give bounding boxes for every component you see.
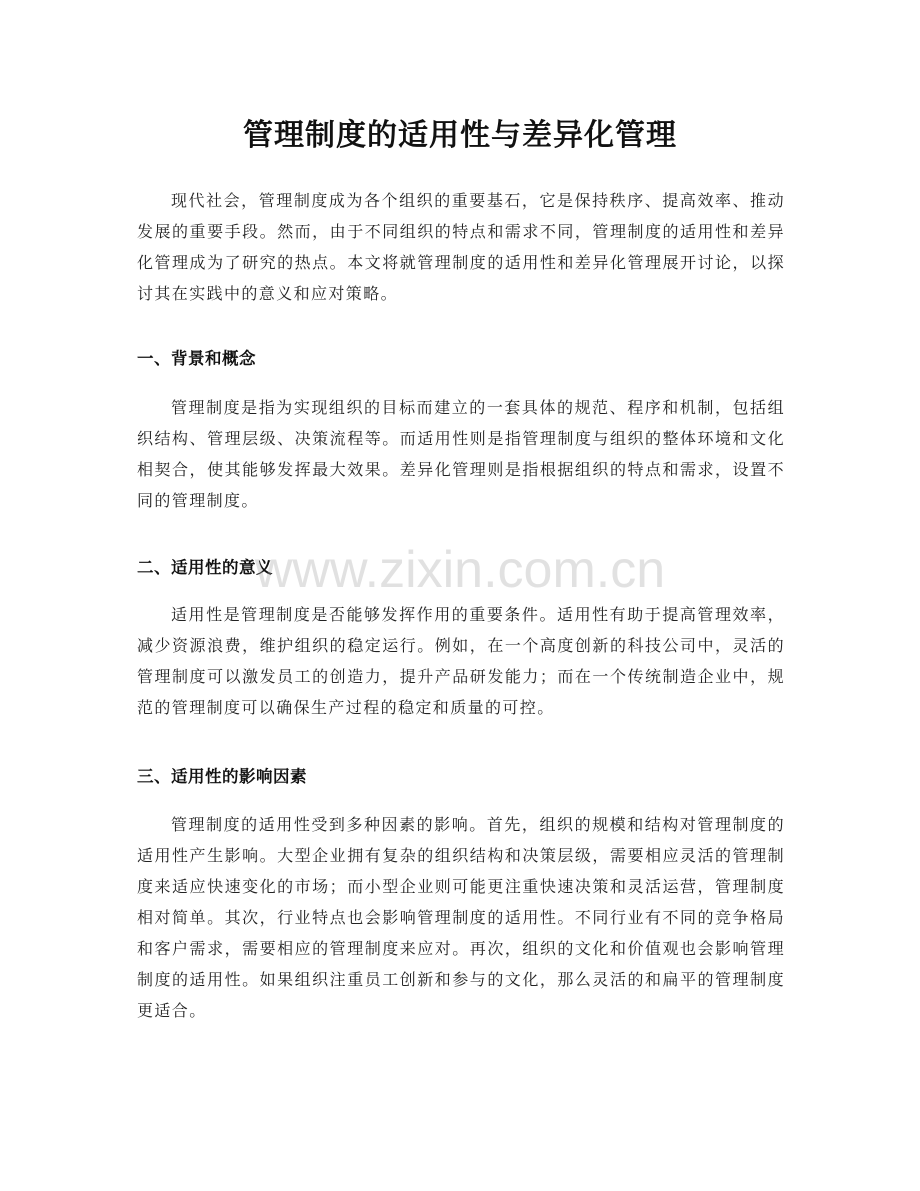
section-heading-factors: 三、适用性的影响因素 [137,767,307,786]
document-title: 管理制度的适用性与差异化管理 [243,118,677,153]
section-heading-background: 一、背景和概念 [137,349,256,368]
section-heading-significance: 二、适用性的意义 [137,558,273,577]
section-body-significance: 适用性是管理制度是否能够发挥作用的重要条件。适用性有助于提高管理效率，减少资源浪费，维护组织的稳定运行。例如，在一个高度创新的科技公司中，灵活的管理制度可以激发员工的创造力，提升产品研发能力；而在一个传统制造企业中，规范的管理制度可以确保生产过程的稳定和质量的可控。 [137,605,785,717]
section-body-factors: 管理制度的适用性受到多种因素的影响。首先，组织的规模和结构对管理制度的适用性产生影响。大型企业拥有复杂的组织结构和决策层级，需要相应灵活的管理制度来适应快速变化的市场；而小型企业则可能更注重快速决策和灵活运营，管理制度相对简单。其次，行业特点也会影响管理制度的适用性。不同行业有不同的竞争格局和客户需求，需要相应的管理制度来应对。再次，组织的文化和价值观也会影响管理制度的适用性。如果组织注重员工创新和参与的文化，那么灵活的和扁平的管理制度更适合。 [137,815,785,1020]
intro-paragraph: 现代社会，管理制度成为各个组织的重要基石，它是保持秩序、提高效率、推动发展的重要手段。然而，由于不同组织的特点和需求不同，管理制度的适用性和差异化管理成为了研究的热点。本文将就管理制度的适用性和差异化管理展开讨论，以探讨其在实践中的意义和应对策略。 [137,191,785,303]
section-body-background: 管理制度是指为实现组织的目标而建立的一套具体的规范、程序和机制，包括组织结构、管理层级、决策流程等。而适用性则是指管理制度与组织的整体环境和文化相契合，使其能够发挥最大效果。差异化管理则是指根据组织的特点和需求，设置不同的管理制度。 [137,398,785,510]
watermark: www.zixin.com.cn [254,541,666,599]
